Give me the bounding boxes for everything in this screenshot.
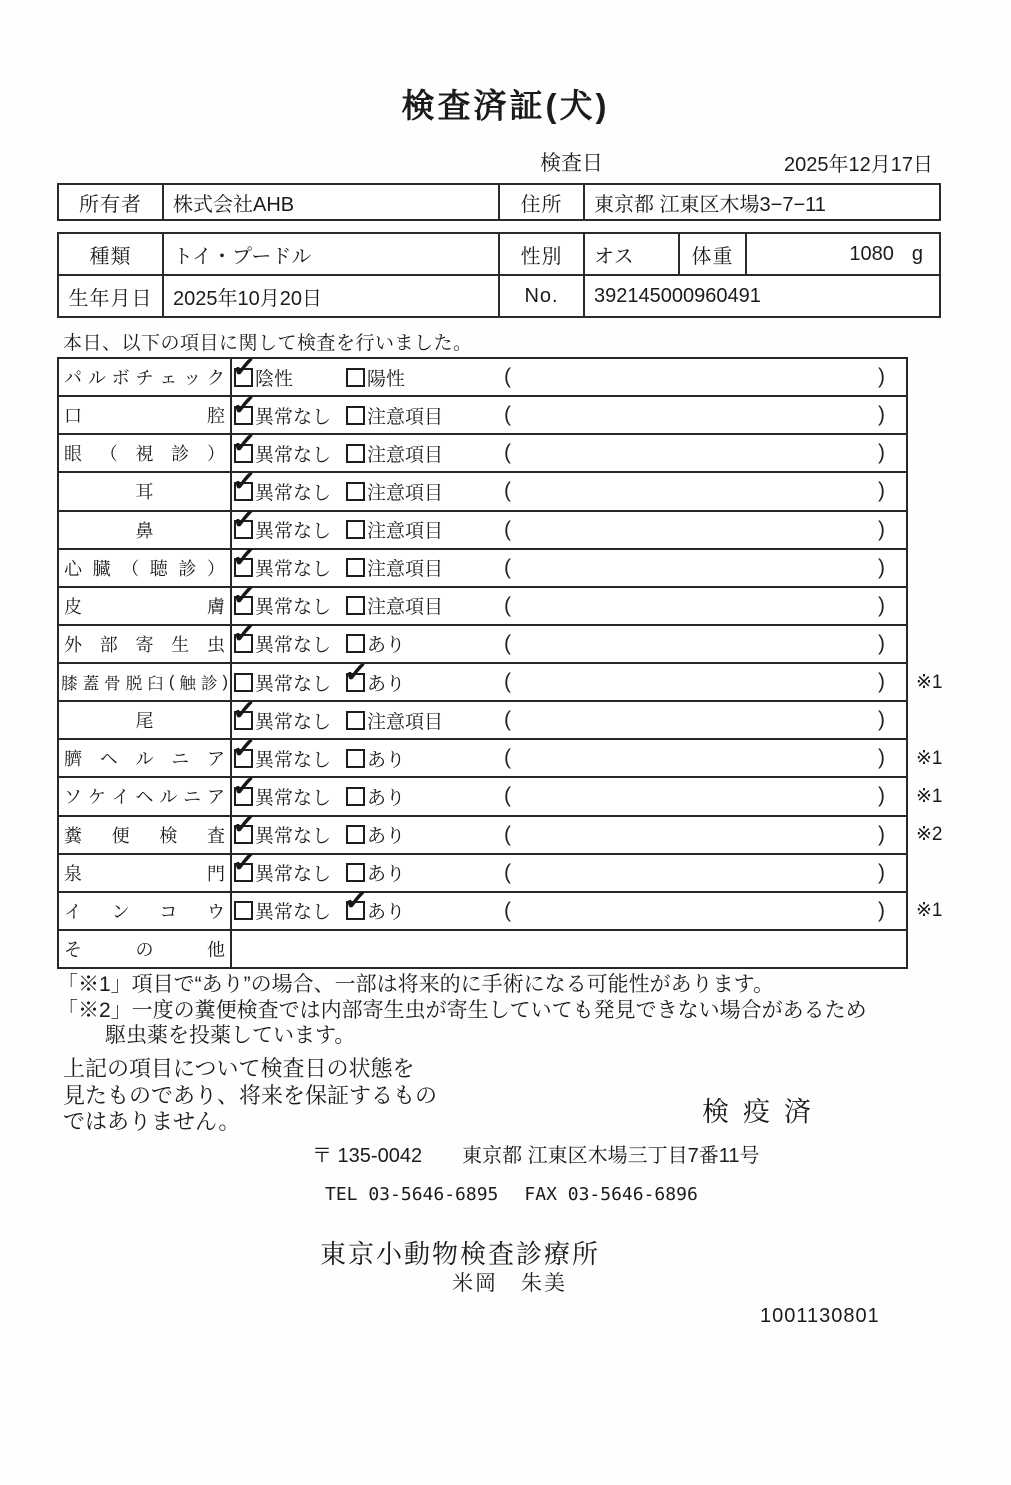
exam-row-content xyxy=(230,617,906,662)
owner-label: 所有者 xyxy=(59,185,164,219)
remarks-paren-open: ( xyxy=(504,479,511,503)
remarks-paren-close: ) xyxy=(878,479,885,503)
exam-option xyxy=(230,579,332,619)
exam-option xyxy=(234,897,331,924)
exam-item-label: 膝 蓋 骨 脱 臼 ( 触 診 ) xyxy=(59,664,232,700)
remarks-paren-open: ( xyxy=(504,898,511,922)
exam-option xyxy=(346,402,443,429)
remarks-paren-open: ( xyxy=(504,822,511,846)
exam-row xyxy=(59,427,906,473)
exam-item-label: 眼 （ 視 診 ） xyxy=(59,435,232,471)
birthdate-value: 2025年10月20日 xyxy=(164,276,500,316)
check-mark-icon: ✓ xyxy=(230,846,258,880)
exam-row xyxy=(59,931,906,967)
exam-option-label: あり xyxy=(367,787,406,809)
footnote-line: 駆虫薬を投薬しています。 xyxy=(105,1024,356,1047)
exam-row-content xyxy=(230,388,906,433)
exam-option xyxy=(346,592,443,619)
exam-option xyxy=(230,465,332,505)
exam-option xyxy=(342,884,406,924)
exam-option xyxy=(230,617,332,657)
exam-row xyxy=(59,465,906,511)
sex-value: オス xyxy=(585,234,680,274)
checkbox-checked-icon xyxy=(230,465,258,501)
remarks-paren-open: ( xyxy=(504,708,511,732)
remarks-paren-close: ) xyxy=(878,517,885,541)
remarks-paren-close: ) xyxy=(878,555,885,579)
exam-option xyxy=(346,364,405,391)
exam-option xyxy=(346,783,405,810)
exam-option xyxy=(342,655,406,696)
weight-value xyxy=(747,234,939,274)
exam-row-content xyxy=(232,931,906,967)
check-mark-icon: ✓ xyxy=(230,427,258,461)
inspection-date-value: 2025年12月17日 xyxy=(784,154,933,176)
remarks-paren-open: ( xyxy=(504,593,511,617)
breed-label: 種類 xyxy=(59,234,164,274)
exam-row-content xyxy=(230,579,906,624)
exam-row xyxy=(59,846,906,893)
exam-option xyxy=(346,859,405,886)
remarks-paren-close: ) xyxy=(878,365,885,389)
exam-option xyxy=(230,732,332,772)
exam-row-content xyxy=(230,427,906,471)
checkbox-checked-icon xyxy=(230,732,258,768)
clinic-phone-line xyxy=(325,1184,698,1205)
exam-option xyxy=(346,516,443,543)
exam-option xyxy=(346,554,443,581)
exam-option-label: 異常なし xyxy=(255,406,332,428)
row-footnote-marker: ※1 xyxy=(916,785,943,807)
remarks-paren-close: ) xyxy=(878,860,885,884)
check-mark-icon: ✓ xyxy=(230,465,258,499)
exam-row-content xyxy=(232,655,943,700)
exam-row-content xyxy=(230,808,943,853)
exam-option-label: あり xyxy=(367,902,406,924)
remarks-paren-open: ( xyxy=(504,441,511,465)
checkbox-icon xyxy=(346,520,365,539)
checkbox-checked-icon xyxy=(230,388,258,425)
birthdate-label: 生年月日 xyxy=(59,276,164,316)
exam-item-label: 糞 便 検 査 xyxy=(59,817,232,853)
row-footnote-marker: ※1 xyxy=(916,900,943,922)
remarks-paren-open: ( xyxy=(504,517,511,541)
exam-row xyxy=(59,617,906,664)
check-mark-icon: ✓ xyxy=(230,541,258,575)
remarks-paren-open: ( xyxy=(504,746,511,770)
checkbox-checked-icon xyxy=(230,808,258,844)
exam-item-label: ソ ケ イ ヘ ル ニ ア xyxy=(59,778,232,814)
remarks-paren-close: ) xyxy=(878,631,885,655)
checkbox-checked-icon xyxy=(230,693,258,730)
clinic-fax: FAX 03-5646-6896 xyxy=(524,1184,698,1205)
exam-item-label: 心 臓 （ 聴 診 ） xyxy=(59,550,232,586)
exam-option xyxy=(230,350,294,391)
exam-row-content xyxy=(230,846,906,891)
checkbox-icon xyxy=(346,634,365,653)
exam-row xyxy=(59,693,906,740)
checkbox-icon xyxy=(346,749,365,768)
checkbox-checked-icon xyxy=(230,617,258,653)
exam-option-label: 異常なし xyxy=(255,711,332,733)
exam-option xyxy=(346,630,405,657)
exam-item-label: そ の 他 xyxy=(59,931,232,967)
exam-row-content xyxy=(232,884,943,929)
check-mark-icon: ✓ xyxy=(342,884,370,919)
exam-option-label: 異常なし xyxy=(255,673,332,695)
exam-row xyxy=(59,541,906,588)
number-value: 392145000960491 xyxy=(594,284,761,307)
footnote-line: 「※1」項目で“あり”の場合、一部は将来的に手術になる可能性があります。 xyxy=(57,973,774,996)
exam-row xyxy=(59,388,906,435)
checkbox-checked-icon xyxy=(342,655,370,692)
breed-value: トイ・プードル xyxy=(164,234,500,274)
exam-option xyxy=(346,745,405,772)
remarks-paren-open: ( xyxy=(504,860,511,884)
check-mark-icon: ✓ xyxy=(230,388,258,423)
exam-option xyxy=(230,770,332,810)
exam-option-label: 注意項目 xyxy=(367,559,444,581)
checkbox-icon xyxy=(346,406,365,425)
exam-option-label: 異常なし xyxy=(255,787,332,809)
exam-item-label: 泉 門 xyxy=(59,855,232,891)
exam-row xyxy=(59,655,943,702)
exam-item-label: 口 腔 xyxy=(59,397,232,433)
remarks-paren-close: ) xyxy=(878,403,885,427)
exam-row xyxy=(59,350,906,397)
clinic-tel: TEL 03-5646-6895 xyxy=(325,1184,499,1205)
exam-row xyxy=(59,808,943,855)
exam-option xyxy=(346,478,443,505)
remarks-paren-close: ) xyxy=(878,670,885,694)
pet-info-table xyxy=(57,232,941,318)
exam-option-label: 異常なし xyxy=(255,635,332,657)
exam-option-label: あり xyxy=(367,826,406,848)
checkbox-checked-icon xyxy=(230,579,258,615)
clinic-postal-code: 〒 135-0042 xyxy=(312,1145,423,1167)
exam-option-label: 注意項目 xyxy=(367,711,444,733)
remarks-paren-close: ) xyxy=(878,708,885,732)
quarantine-stamp: 検疫済 xyxy=(702,1097,825,1127)
exam-option xyxy=(346,440,443,467)
checkbox-icon xyxy=(346,596,365,615)
checkbox-icon xyxy=(346,558,365,577)
remarks-paren-open: ( xyxy=(504,670,511,694)
exam-row-content xyxy=(230,541,906,586)
remarks-paren-close: ) xyxy=(878,746,885,770)
exam-option-label: あり xyxy=(367,635,406,657)
exam-row-content xyxy=(230,732,943,776)
checkbox-icon xyxy=(346,444,365,463)
address-value: 東京都 江東区木場3−7−11 xyxy=(594,193,826,216)
exam-option-label: 注意項目 xyxy=(367,482,444,504)
remarks-paren-open: ( xyxy=(504,555,511,579)
clinic-address-line xyxy=(312,1139,760,1168)
exam-item-label: イ ン コ ウ xyxy=(59,893,232,929)
exam-option xyxy=(346,707,443,734)
checkbox-checked-icon xyxy=(230,350,258,387)
exam-option-label: 注意項目 xyxy=(367,597,444,619)
remarks-paren-open: ( xyxy=(504,784,511,808)
footnotes xyxy=(57,972,867,1049)
disclaimer-line: ではありません。 xyxy=(63,1109,241,1134)
exam-row xyxy=(59,579,906,626)
page-title: 検査済証(犬) xyxy=(401,87,610,124)
row-footnote-marker: ※1 xyxy=(916,671,943,693)
check-mark-icon: ✓ xyxy=(230,503,258,537)
exam-option-label: あり xyxy=(367,864,406,886)
exam-option xyxy=(230,503,332,543)
clinic-name: 東京小動物検査診療所 xyxy=(320,1239,601,1269)
exam-option-label: 異常なし xyxy=(255,902,332,924)
check-mark-icon: ✓ xyxy=(230,579,258,614)
exam-option-label: 陰性 xyxy=(255,368,294,390)
exam-option-label: 注意項目 xyxy=(367,406,444,428)
exam-row-content xyxy=(230,503,906,548)
remarks-paren-open: ( xyxy=(504,631,511,655)
remarks-paren-close: ) xyxy=(878,593,885,617)
row-footnote-marker: ※1 xyxy=(916,747,943,769)
exam-option xyxy=(346,821,405,848)
exam-row-content xyxy=(230,693,906,738)
checkbox-icon xyxy=(234,673,253,692)
exam-option-label: 異常なし xyxy=(255,826,332,848)
remarks-paren-close: ) xyxy=(878,898,885,922)
checkbox-icon xyxy=(346,368,365,387)
exam-row xyxy=(59,732,943,778)
serial-number: 1001130801 xyxy=(760,1305,880,1327)
exam-item-label: 尾 xyxy=(59,702,232,738)
exam-option xyxy=(230,541,332,581)
exam-option xyxy=(234,669,331,696)
exam-option-label: あり xyxy=(367,673,406,695)
exam-option xyxy=(230,388,332,429)
check-mark-icon: ✓ xyxy=(230,350,258,385)
exam-option-label: 異常なし xyxy=(255,559,332,581)
checkbox-checked-icon xyxy=(230,770,258,806)
weight-unit: g xyxy=(911,242,923,265)
exam-option-label: 注意項目 xyxy=(367,444,444,466)
exam-row xyxy=(59,503,906,550)
sex-label: 性別 xyxy=(500,234,585,274)
checkbox-icon xyxy=(346,787,365,806)
check-mark-icon: ✓ xyxy=(230,808,258,842)
exam-option-label: 異常なし xyxy=(255,482,332,504)
exam-row xyxy=(59,770,943,816)
exam-item-label: 鼻 xyxy=(59,512,232,548)
checkbox-checked-icon xyxy=(230,846,258,882)
weight-label: 体重 xyxy=(680,234,747,274)
checkbox-icon xyxy=(346,863,365,882)
exam-option-label: 異常なし xyxy=(255,864,332,886)
check-mark-icon: ✓ xyxy=(230,732,258,766)
remarks-paren-close: ) xyxy=(878,784,885,808)
exam-row-content xyxy=(230,770,943,814)
check-mark-icon: ✓ xyxy=(230,770,258,804)
exam-option xyxy=(230,427,332,467)
exam-option-label: 異常なし xyxy=(255,444,332,466)
weight-number: 1080 xyxy=(849,242,894,265)
examiner-name: 米岡 朱美 xyxy=(452,1272,567,1295)
pet-info-row-2 xyxy=(59,276,939,316)
number-label: No. xyxy=(500,276,585,316)
row-footnote-marker: ※2 xyxy=(916,824,943,846)
checkbox-checked-icon xyxy=(230,427,258,463)
checkbox-icon xyxy=(346,825,365,844)
checkbox-icon xyxy=(234,901,253,920)
checkbox-icon xyxy=(346,711,365,730)
exam-row xyxy=(59,884,943,931)
check-mark-icon: ✓ xyxy=(230,617,258,652)
exam-option-label: 異常なし xyxy=(255,597,332,619)
disclaimer-line: 上記の項目について検査日の状態を xyxy=(63,1056,415,1081)
exam-row-content xyxy=(230,465,906,509)
owner-value: 株式会社AHB xyxy=(164,185,500,219)
remarks-paren-close: ) xyxy=(878,441,885,465)
intro-text: 本日、以下の項目に関して検査を行いました。 xyxy=(63,333,473,354)
exam-item-label: 皮 膚 xyxy=(59,588,232,624)
check-mark-icon: ✓ xyxy=(230,693,258,728)
footnote-line: 「※2」一度の糞便検査では内部寄生虫が寄生していても発見できない場合があるため xyxy=(57,998,867,1022)
exam-option-label: 陽性 xyxy=(367,368,406,390)
address-label: 住所 xyxy=(500,185,585,219)
exam-item-label: 外 部 寄 生 虫 xyxy=(59,626,232,662)
exam-item-label: 耳 xyxy=(59,473,232,509)
checkbox-checked-icon xyxy=(230,503,258,539)
exam-option-label: 異常なし xyxy=(255,521,332,543)
check-mark-icon: ✓ xyxy=(342,655,370,690)
exam-option xyxy=(230,846,332,886)
exam-row-content xyxy=(230,350,906,395)
exam-option-label: あり xyxy=(367,749,406,771)
checkbox-checked-icon xyxy=(230,541,258,577)
checkbox-checked-icon xyxy=(342,884,370,920)
pet-info-row-1 xyxy=(59,234,939,276)
exam-option-label: 注意項目 xyxy=(367,521,444,543)
disclaimer-text xyxy=(63,1056,437,1136)
exam-option-label: 異常なし xyxy=(255,749,332,771)
clinic-address: 東京都 江東区木場三丁目7番11号 xyxy=(462,1145,760,1167)
exam-item-label: 臍 ヘ ル ニ ア xyxy=(59,740,232,776)
owner-info-table xyxy=(57,183,941,221)
exam-table xyxy=(57,350,943,969)
remarks-paren-close: ) xyxy=(878,822,885,846)
exam-option xyxy=(230,808,332,848)
remarks-paren-open: ( xyxy=(504,403,511,427)
exam-option xyxy=(230,693,332,734)
inspection-date-label: 検査日 xyxy=(540,152,603,175)
checkbox-icon xyxy=(346,482,365,501)
exam-item-label: パ ル ボ チ ェ ッ ク xyxy=(59,359,232,395)
remarks-paren-open: ( xyxy=(504,365,511,389)
disclaimer-line: 見たものであり、将来を保証するもの xyxy=(63,1082,438,1108)
